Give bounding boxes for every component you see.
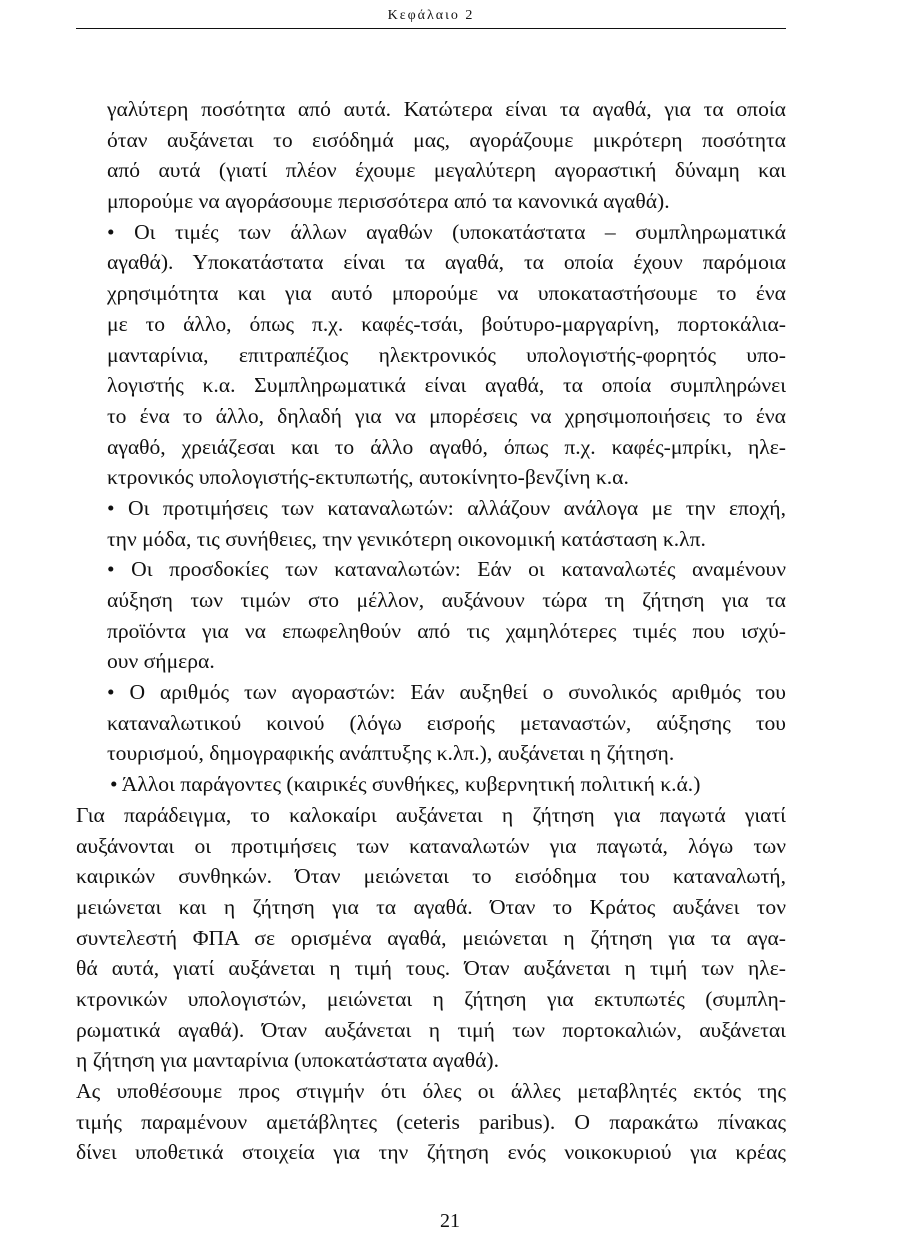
running-header [76,6,786,29]
text-line: την μόδα, τις συνήθειες, την γενικότερη οικονομική κατάσταση κ.λπ. [107,526,706,551]
text-line: θά αυτά, γιατί αυξάνεται η τιμή τους. Όταν αυξάνεται η τιμή των ηλε- [76,956,786,981]
text-line: προϊόντα για να επωφεληθούν από τις χαμηλότερες τιμές που ισχύ- [107,618,786,643]
text-line: από αυτά (γιατί πλέον έχουμε μεγαλύτερη αγοραστική δύναμη και [107,158,786,183]
text-line: το ένα το άλλο, δηλαδή για να μπορέσεις να χρησιμοποιήσεις το ένα [107,403,786,428]
text-line: Ας υποθέσουμε προς στιγμήν ότι όλες οι άλλες μεταβλητές εκτός της [76,1079,786,1103]
page-number: 21 [440,1210,460,1232]
chapter-title: Κεφάλαιο 2 [387,8,475,23]
text-line: συντελεστή ΦΠΑ σε ορισμένα αγαθά, μειώνεται η ζήτηση για τα αγα- [76,925,786,950]
text-line: καιρικών συνθηκών. Όταν μειώνεται το εισόδημα του καταναλωτή, [76,864,786,889]
text-line: κτρονικός υπολογιστής-εκτυπωτής, αυτοκίνητο-βενζίνη κ.α. [107,465,629,490]
bullet-item: • Οι προτιμήσεις των καταναλωτών: αλλάζουν ανάλογα με την εποχή, [107,495,786,520]
text-line: κτρονικών υπολογιστών, μειώνεται η ζήτηση για εκτυπωτές (συμπλη- [76,986,786,1011]
text-line: μπορούμε να αγοράσουμε περισσότερα από τα κανονικά αγαθά). [107,189,670,214]
text-line: τουρισμού, δημογραφικής ανάπτυξης κ.λπ.), αυξάνεται η ζήτηση. [107,741,675,766]
text-line: όταν αυξάνεται το εισόδημά μας, αγοράζουμε μικρότερη ποσότητα [107,127,786,152]
text-line: δίνει υποθετικά στοιχεία για την ζήτηση ενός νοικοκυριού για κρέας [76,1140,786,1165]
text-line: η ζήτηση για μανταρίνια (υποκατάστατα αγαθά). [76,1048,499,1073]
text-line: αύξηση των τιμών στο μέλλον, αυξάνουν τώρα τη ζήτηση για τα [107,588,786,612]
body-text [76,94,786,1168]
bullet-item: • Άλλοι παράγοντες (καιρικές συνθήκες, κυβερνητική πολιτική κ.ά.) [110,772,701,797]
text-line: τιμής παραμένουν αμετάβλητες (ceteris paribus). Ο παρακάτω πίνακας [76,1109,786,1134]
text-line: μειώνεται και η ζήτηση για τα αγαθά. Όταν το Κράτος αυξάνει τον [76,894,786,919]
text-line: αγαθό, χρειάζεσαι και το άλλο αγαθό, όπως π.χ. καφές-μπρίκι, ηλε- [107,434,786,459]
text-line: αυξάνονται οι προτιμήσεις των καταναλωτών για παγωτά, λόγω των [76,833,786,858]
text-line: γαλύτερη ποσότητα από αυτά. Κατώτερα είναι τα αγαθά, για τα οποία [107,97,786,121]
text-line: αγαθά). Υποκατάστατα είναι τα αγαθά, τα οποία έχουν παρόμοια [107,250,786,275]
text-line: μανταρίνια, επιτραπέζιος ηλεκτρονικός υπολογιστής-φορητός υπο- [107,342,786,367]
bullet-item: • Οι τιμές των άλλων αγαθών (υποκατάστατα – συμπληρωματικά [107,219,786,244]
text-line: ρωματικά αγαθά). Όταν αυξάνεται η τιμή των πορτοκαλιών, αυξάνεται [76,1017,786,1042]
bullet-item: • Ο αριθμός των αγοραστών: Εάν αυξηθεί ο συνολικός αριθμός του [107,680,786,705]
text-line: με το άλλο, όπως π.χ. καφές-τσάι, βούτυρο-μαργαρίνη, πορτοκάλια- [107,311,786,336]
bullet-item: • Οι προσδοκίες των καταναλωτών: Εάν οι καταναλωτές αναμένουν [107,557,786,582]
text-line: Για παράδειγμα, το καλοκαίρι αυξάνεται η ζήτηση για παγωτά γιατί [76,802,786,827]
text-line: ουν σήμερα. [107,649,215,674]
text-line: λογιστής κ.α. Συμπληρωματικά είναι αγαθά, τα οποία συμπληρώνει [107,373,786,398]
text-line: καταναλωτικού κοινού (λόγω εισροής μεταναστών, αύξησης του [107,710,786,735]
text-line: χρησιμότητα και για αυτό μπορούμε να υποκαταστήσουμε το ένα [107,281,786,306]
